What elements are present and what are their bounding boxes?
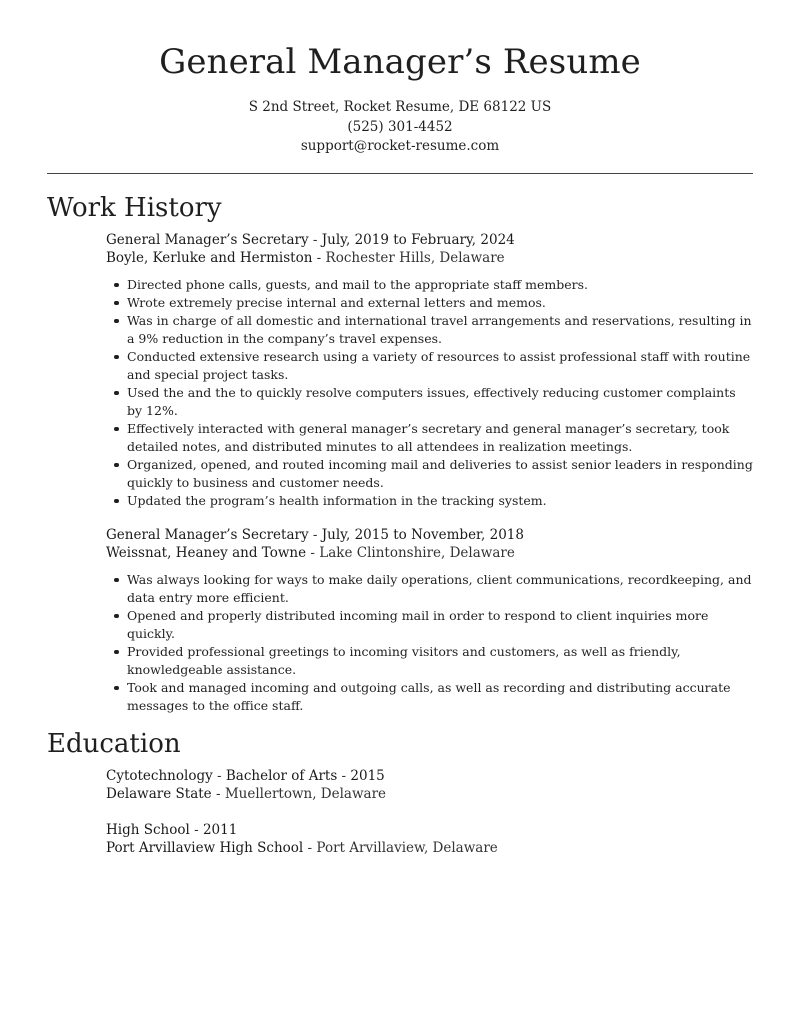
education-field: High School bbox=[106, 821, 190, 838]
contact-address: S 2nd Street, Rocket Resume, DE 68122 US bbox=[248, 99, 552, 115]
education-heading: Education bbox=[47, 728, 181, 759]
list-item: Was in charge of all domestic and international travel arrangements and reservations, resulting in a 9% reduction in the company’s travel expenses. bbox=[127, 312, 752, 346]
separator: - bbox=[211, 786, 225, 802]
list-item: Directed phone calls, guests, and mail to the appropriate staff members. bbox=[127, 276, 753, 294]
separator: - bbox=[308, 526, 322, 543]
list-item: Updated the program’s health information in the tracking system. bbox=[127, 492, 753, 510]
separator: - bbox=[303, 840, 317, 856]
work-history-section bbox=[47, 191, 753, 715]
list-item: Opened and properly distributed incoming mail in order to respond to client inquiries more quickly. bbox=[127, 607, 753, 643]
separator: - bbox=[337, 767, 351, 784]
job-role: General Manager’s Secretary bbox=[106, 231, 309, 248]
list-item: Wrote extremely precise internal and external letters and memos. bbox=[127, 294, 753, 312]
separator: - bbox=[189, 821, 203, 838]
education-section bbox=[47, 727, 753, 858]
job-location: Lake Clintonshire, Delaware bbox=[319, 545, 515, 561]
education-degree: Bachelor of Arts bbox=[225, 767, 338, 784]
job-title-line bbox=[106, 526, 753, 545]
list-item: Effectively interacted with general manager’s secretary and general manager’s secretary, took detailed notes, and distributed minutes to all attendees in realization meetings. bbox=[127, 420, 753, 456]
job-company-line bbox=[106, 249, 753, 268]
job-title-line bbox=[106, 231, 753, 250]
separator: - bbox=[306, 545, 320, 561]
education-degree-line bbox=[106, 767, 753, 786]
job-company-line bbox=[106, 544, 753, 563]
education-entry bbox=[106, 767, 753, 804]
resume-title: General Manager’s Resume bbox=[159, 42, 641, 82]
resume-header bbox=[47, 0, 753, 157]
education-location: Muellertown, Delaware bbox=[224, 786, 387, 802]
separator: - bbox=[312, 250, 326, 266]
header-divider bbox=[47, 173, 753, 174]
education-school: Delaware State bbox=[106, 786, 212, 802]
contact-phone: (525) 301-4452 bbox=[347, 118, 453, 135]
job-dates: July, 2015 to November, 2018 bbox=[321, 526, 524, 543]
list-item: Was always looking for ways to make daily operations, client communications, recordkeeping, and data entry more efficient. bbox=[127, 571, 752, 605]
education-school-line bbox=[106, 839, 753, 858]
list-item: Provided professional greetings to incoming visitors and customers, as well as friendly, knowledgeable assistance. bbox=[127, 643, 753, 679]
job-bullet-list bbox=[106, 276, 753, 510]
job-dates: July, 2019 to February, 2024 bbox=[321, 231, 515, 248]
work-history-heading: Work History bbox=[47, 192, 222, 223]
education-entry bbox=[106, 821, 753, 858]
list-item: Organized, opened, and routed incoming mail and deliveries to assist senior leaders in responding quickly to business and customer needs. bbox=[127, 456, 753, 490]
education-year: 2015 bbox=[350, 767, 385, 784]
job-location: Rochester Hills, Delaware bbox=[325, 250, 505, 266]
job-role: General Manager’s Secretary bbox=[106, 526, 309, 543]
education-location: Port Arvillaview, Delaware bbox=[316, 840, 498, 856]
separator: - bbox=[308, 231, 322, 248]
education-school: Port Arvillaview High School bbox=[106, 840, 304, 856]
education-degree-line bbox=[106, 821, 753, 840]
separator: - bbox=[212, 767, 226, 784]
job-entry bbox=[106, 231, 753, 510]
contact-email: support@rocket-resume.com bbox=[300, 138, 500, 154]
education-school-line bbox=[106, 785, 753, 804]
list-item: Used the and the to quickly resolve computers issues, effectively reducing customer complaints by 12%. bbox=[127, 384, 753, 420]
job-bullet-list bbox=[106, 571, 753, 715]
education-year: 2011 bbox=[202, 821, 238, 838]
job-entry bbox=[106, 526, 753, 715]
education-field: Cytotechnology bbox=[106, 767, 213, 784]
list-item: Conducted extensive research using a variety of resources to assist professional staff with routine and special project tasks. bbox=[127, 348, 753, 384]
list-item: Took and managed incoming and outgoing calls, as well as recording and distributing accurate messages to the office staff. bbox=[127, 679, 753, 715]
job-company: Weissnat, Heaney and Towne bbox=[106, 545, 307, 561]
job-company: Boyle, Kerluke and Hermiston bbox=[106, 250, 313, 266]
